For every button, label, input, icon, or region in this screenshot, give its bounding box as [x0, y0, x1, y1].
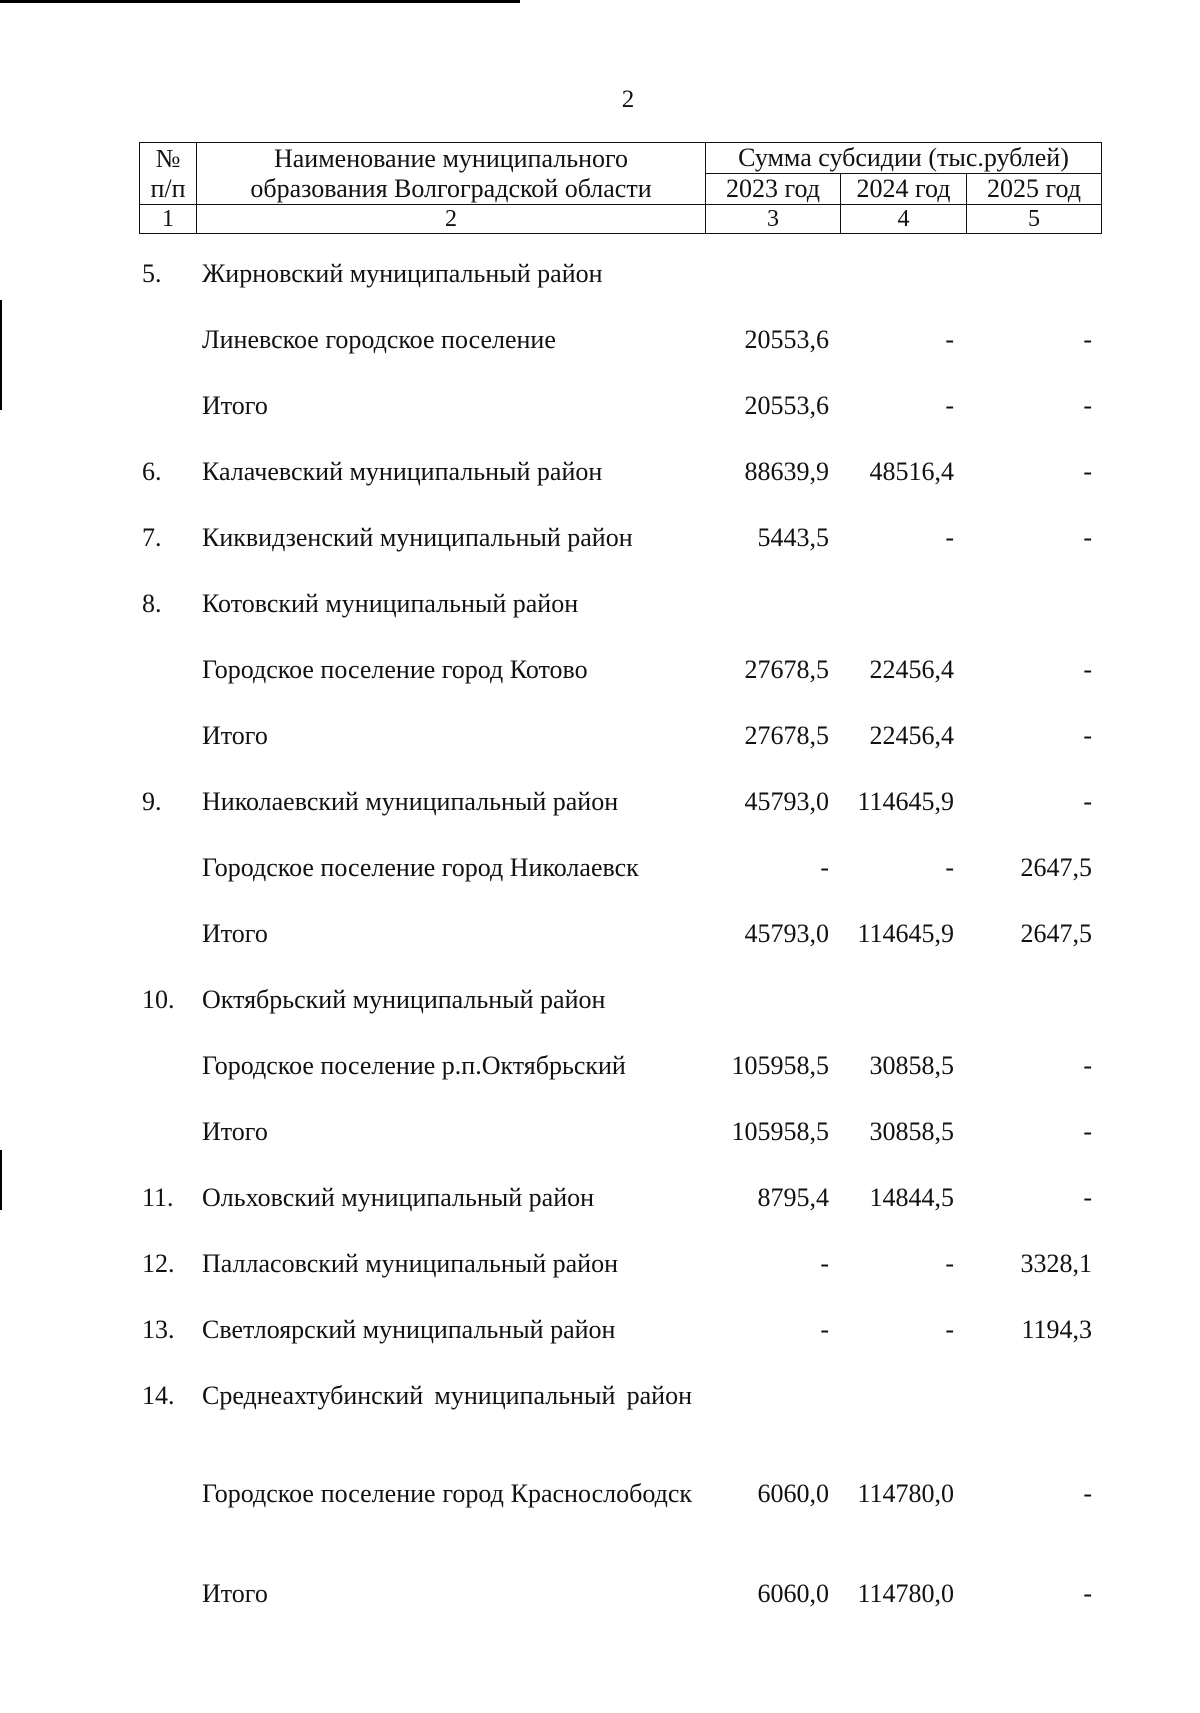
- row-number: 6.: [142, 457, 162, 486]
- row-value-2024: 22456,4: [869, 721, 954, 750]
- row-value-2024: 114645,9: [857, 919, 954, 948]
- row-name: Итого: [202, 1117, 268, 1146]
- row-value-2023: -: [820, 1315, 829, 1344]
- row-value-2024: 114645,9: [857, 787, 954, 816]
- row-value-2024: -: [945, 391, 954, 420]
- row-name: Линевское городское поселение: [202, 325, 556, 354]
- scan-edge-left-2: [0, 1150, 2, 1210]
- row-value-2025: 2647,5: [1020, 853, 1092, 882]
- row-name: Николаевский муниципальный район: [202, 787, 619, 816]
- row-value-2024: 30858,5: [869, 1051, 954, 1080]
- row-number: 9.: [142, 787, 162, 816]
- row-number: 5.: [142, 259, 162, 288]
- row-name: Палласовский муниципальный район: [202, 1249, 618, 1278]
- header-colnum-2: 2: [197, 205, 706, 234]
- row-name: Итого: [202, 391, 268, 420]
- row-value-2025: -: [1083, 1051, 1092, 1080]
- row-number: 8.: [142, 589, 162, 618]
- row-value-2024: -: [945, 325, 954, 354]
- header-colnum-5: 5: [967, 205, 1102, 234]
- row-value-2025: -: [1083, 1183, 1092, 1212]
- row-name: Киквидзенский муниципальный район: [202, 523, 633, 552]
- row-value-2025: -: [1083, 1579, 1092, 1608]
- row-value-2023: 27678,5: [744, 721, 829, 750]
- row-value-2023: 105958,5: [731, 1051, 829, 1080]
- row-value-2025: -: [1083, 1117, 1092, 1146]
- scan-edge-left-1: [0, 300, 2, 410]
- row-number: 7.: [142, 523, 162, 552]
- header-colnum-3: 3: [706, 205, 841, 234]
- page-number: 2: [621, 86, 635, 113]
- row-name: Итого: [202, 919, 268, 948]
- row-value-2025: -: [1083, 325, 1092, 354]
- scan-edge-top: [0, 0, 520, 3]
- row-value-2023: 45793,0: [744, 787, 829, 816]
- row-value-2023: 6060,0: [757, 1579, 829, 1608]
- row-value-2024: -: [945, 1249, 954, 1278]
- header-col-name: [197, 143, 706, 205]
- row-value-2024: 48516,4: [869, 457, 954, 486]
- row-value-2025: 3328,1: [1020, 1249, 1092, 1278]
- row-value-2024: 14844,5: [869, 1183, 954, 1212]
- row-value-2023: 6060,0: [757, 1479, 829, 1508]
- header-sum-label: Сумма субсидии (тыс.рублей): [706, 143, 1102, 174]
- row-value-2023: 27678,5: [744, 655, 829, 684]
- row-name: Итого: [202, 1579, 268, 1608]
- row-value-2024: 30858,5: [869, 1117, 954, 1146]
- row-value-2023: 20553,6: [744, 391, 829, 420]
- row-value-2025: 2647,5: [1020, 919, 1092, 948]
- row-value-2025: -: [1083, 391, 1092, 420]
- row-name: Городское поселение город Николаевск: [202, 853, 639, 882]
- row-name: Ольховский муниципальный район: [202, 1183, 595, 1212]
- row-value-2024: 22456,4: [869, 655, 954, 684]
- header-colnum-1: 1: [140, 205, 197, 234]
- row-value-2024: -: [945, 523, 954, 552]
- header-col-name-line1: Наименование муниципального: [273, 143, 629, 173]
- row-number: 13.: [142, 1315, 175, 1344]
- row-value-2023: 105958,5: [731, 1117, 829, 1146]
- row-value-2024: 114780,0: [857, 1479, 954, 1508]
- row-value-2023: 5443,5: [757, 523, 829, 552]
- row-number: 10.: [142, 985, 175, 1014]
- header-col-number-line2: п/п: [150, 173, 186, 203]
- row-value-2025: -: [1083, 523, 1092, 552]
- row-value-2024: 114780,0: [857, 1579, 954, 1608]
- row-name: Калачевский муниципальный район: [202, 457, 603, 486]
- row-name: Октябрьский муниципальный район: [202, 985, 606, 1014]
- row-value-2024: -: [945, 1315, 954, 1344]
- row-value-2023: 88639,9: [744, 457, 829, 486]
- row-value-2025: -: [1083, 457, 1092, 486]
- header-year-2023: 2023 год: [706, 174, 841, 205]
- row-value-2025: -: [1083, 1479, 1092, 1508]
- header-year-2025: 2025 год: [967, 174, 1102, 205]
- row-number: 12.: [142, 1249, 175, 1278]
- row-name: Жирновский муниципальный район: [202, 259, 603, 288]
- row-name: Городское поселение город Котово: [202, 655, 588, 684]
- header-col-number-line1: №: [155, 143, 181, 173]
- row-name: Городское поселение город Краснослободск: [202, 1479, 692, 1508]
- row-name: Городское поселение р.п.Октябрьский: [202, 1051, 626, 1080]
- row-value-2023: 45793,0: [744, 919, 829, 948]
- row-number: 11.: [142, 1183, 174, 1212]
- row-value-2023: 20553,6: [744, 325, 829, 354]
- row-value-2023: 8795,4: [757, 1183, 829, 1212]
- row-name: Среднеахтубинский муниципальный район: [202, 1381, 692, 1410]
- header-year-2024: 2024 год: [841, 174, 967, 205]
- row-value-2025: -: [1083, 721, 1092, 750]
- header-col-name-line2: образования Волгоградской области: [250, 173, 652, 203]
- header-colnum-4: 4: [841, 205, 967, 234]
- row-value-2023: -: [820, 853, 829, 882]
- row-name: Итого: [202, 721, 268, 750]
- row-value-2024: -: [945, 853, 954, 882]
- row-number: 14.: [142, 1381, 175, 1410]
- row-name: Светлоярский муниципальный район: [202, 1315, 616, 1344]
- row-value-2023: -: [820, 1249, 829, 1278]
- header-col-number: [140, 143, 197, 205]
- row-name: Котовский муниципальный район: [202, 589, 579, 618]
- row-value-2025: -: [1083, 787, 1092, 816]
- row-value-2025: -: [1083, 655, 1092, 684]
- row-value-2025: 1194,3: [1021, 1315, 1092, 1344]
- subsidy-table-header: [139, 142, 1102, 234]
